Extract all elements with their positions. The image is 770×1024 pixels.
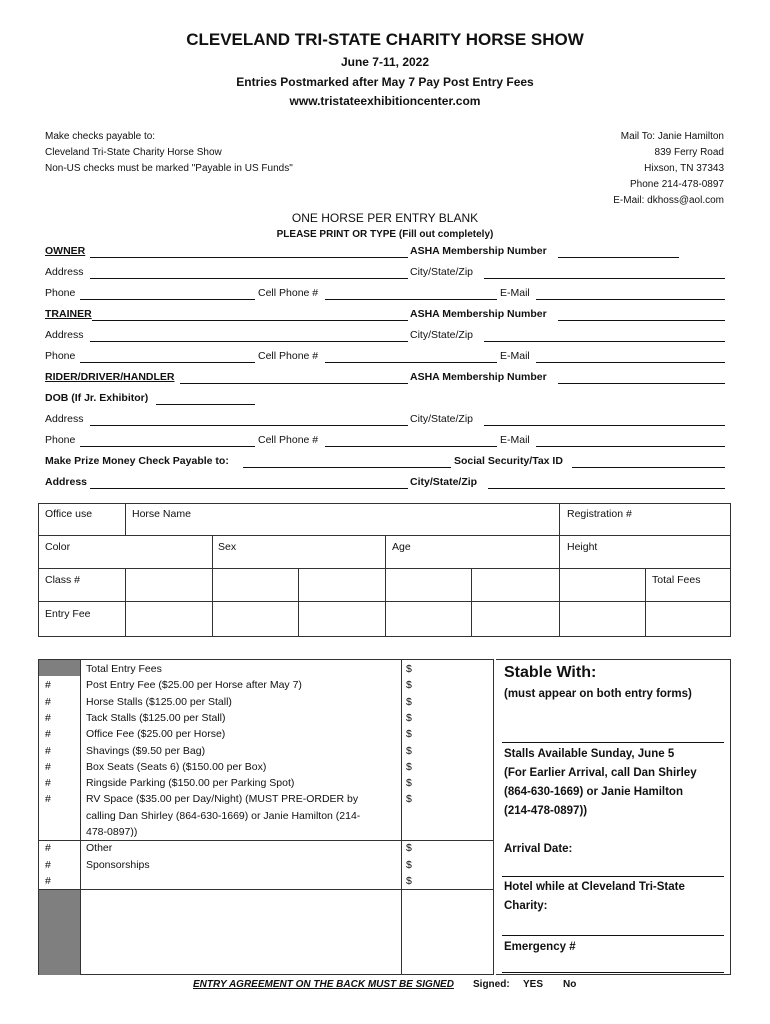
agreement-notice: ENTRY AGREEMENT ON THE BACK MUST BE SIGNED [193,979,454,990]
stable-with-field[interactable] [502,742,724,743]
color-label: Color [45,541,71,553]
fee-row-mark[interactable]: # [45,793,51,806]
rider-phone-label: Phone [45,434,76,446]
age-label: Age [392,541,411,553]
fee-row-label: Other [86,842,113,855]
height-label: Height [567,541,598,553]
fee-row-mark[interactable]: # [45,777,51,790]
trainer-label: TRAINER [45,308,92,320]
fee-row-amount[interactable]: $ [406,744,412,757]
class-label: Class # [45,574,81,586]
arrival-field[interactable] [502,876,724,877]
payee-address-label: Address [45,476,88,488]
rider-address-field[interactable] [90,425,408,426]
hotel-field[interactable] [502,935,724,936]
prize-label: Make Prize Money Check Payable to: [45,455,229,467]
owner-address-field[interactable] [90,278,408,279]
ssn-field[interactable] [572,467,725,468]
owner-phone-label: Phone [45,287,76,299]
website-link[interactable]: www.tristateexhibitioncenter.com [289,94,481,108]
payable-line-3: Non-US checks must be marked "Payable in US Funds" [45,163,293,174]
owner-cell-label: Cell Phone # [258,287,319,299]
fee-row-mark[interactable]: # [45,858,51,871]
fee-row-amount[interactable]: $ [406,777,412,790]
owner-address-label: Address [45,266,84,278]
dob-label: DOB (If Jr. Exhibitor) [45,392,149,404]
owner-cell-field[interactable] [325,299,497,300]
stalls-line-3: (864-630-1669) or Janie Hamilton [504,786,683,798]
fee-row-label: Office Fee ($25.00 per Horse) [86,728,226,741]
owner-label: OWNER [45,245,86,257]
fee-row-label: Tack Stalls ($125.00 per Stall) [86,711,226,724]
arrival-label: Arrival Date: [504,843,573,855]
mailto-phone: Phone 214-478-0897 [630,179,724,190]
hotel-line-1: Hotel while at Cleveland Tri-State [504,881,685,893]
rider-asha-field[interactable] [558,383,725,384]
fee-row-label: 478-0897)) [86,826,138,838]
signed-no-option[interactable]: No [563,979,577,990]
postmark-notice: Entries Postmarked after May 7 Pay Post Entry Fees [236,75,534,89]
horse-grid [38,503,731,637]
rider-city-field[interactable] [484,425,725,426]
rider-email-field[interactable] [536,446,725,447]
fee-row-label: RV Space ($35.00 per Day/Night) (MUST PRE-ORDER by [86,793,359,806]
signed-yes-option[interactable]: YES [523,979,544,990]
rider-cell-field[interactable] [325,446,497,447]
total-fees-label: Total Fees [652,574,701,586]
rider-address-label: Address [45,413,84,425]
emergency-field[interactable] [502,972,724,973]
sex-label: Sex [218,541,237,553]
payee-address-field[interactable] [90,488,408,489]
mailto-line-1: Mail To: Janie Hamilton [620,131,724,142]
trainer-email-field[interactable] [536,362,725,363]
fee-row-label: Sponsorships [86,858,150,871]
rider-field[interactable] [180,383,408,384]
payee-city-label: City/State/Zip [410,476,478,488]
fee-row-label: Post Entry Fee ($25.00 per Horse after May 7) [86,679,302,692]
mailto-line-3: Hixson, TN 37343 [644,163,724,174]
fee-row-amount[interactable]: $ [406,842,412,855]
fee-row-amount[interactable]: $ [406,728,412,741]
fee-row-mark[interactable]: # [45,842,51,855]
fee-row-amount[interactable]: $ [406,695,412,708]
fee-row-label: Shavings ($9.50 per Bag) [86,744,206,757]
fee-row-amount[interactable]: $ [406,760,412,773]
rider-email-label: E-Mail [500,434,530,446]
rider-city-label: City/State/Zip [410,413,474,425]
fee-row-amount[interactable]: $ [406,793,412,806]
trainer-cell-field[interactable] [325,362,497,363]
trainer-asha-field[interactable] [558,320,725,321]
office-use-label: Office use [45,508,93,520]
stable-title: Stable With: [504,664,597,681]
trainer-field[interactable] [92,320,408,321]
registration-label: Registration # [567,508,632,520]
hotel-line-2: Charity: [504,900,548,912]
owner-asha-field[interactable] [558,257,679,258]
horse-name-label: Horse Name [132,508,191,520]
trainer-city-label: City/State/Zip [410,329,474,341]
entry-fee-label: Entry Fee [45,608,91,620]
fee-row-label: Horse Stalls ($125.00 per Stall) [86,695,232,708]
fee-row-mark[interactable]: # [45,874,51,887]
fee-row-mark[interactable]: # [45,711,51,724]
fee-row-mark[interactable]: # [45,744,51,757]
stalls-line-1: Stalls Available Sunday, June 5 [504,748,675,760]
rider-phone-field[interactable] [80,446,255,447]
owner-city-field[interactable] [484,278,725,279]
fee-row-label: Total Entry Fees [86,663,162,675]
mailto-line-2: 839 Ferry Road [654,147,724,158]
stable-note: (must appear on both entry forms) [504,688,692,700]
trainer-address-label: Address [45,329,84,341]
trainer-email-label: E-Mail [500,350,530,362]
signed-label: Signed: [473,979,510,990]
emergency-label: Emergency # [504,941,576,953]
owner-email-label: E-Mail [500,287,530,299]
trainer-city-field[interactable] [484,341,725,342]
rider-label: RIDER/DRIVER/HANDLER [45,371,175,383]
fee-row-label: Box Seats (Seats 6) ($150.00 per Box) [86,760,267,773]
trainer-asha-label: ASHA Membership Number [410,308,547,320]
rider-asha-label: ASHA Membership Number [410,371,547,383]
mailto-email[interactable]: E-Mail: dkhoss@aol.com [613,195,724,206]
owner-city-label: City/State/Zip [410,266,474,278]
trainer-phone-label: Phone [45,350,76,362]
owner-field[interactable] [90,257,408,258]
prize-field[interactable] [243,467,451,468]
owner-email-field[interactable] [536,299,725,300]
ssn-label: Social Security/Tax ID [454,455,563,467]
owner-asha-label: ASHA Membership Number [410,245,547,257]
payable-line-2: Cleveland Tri-State Charity Horse Show [45,147,222,158]
payee-city-field[interactable] [488,488,725,489]
fee-row-label: Ringside Parking ($150.00 per Parking Spot) [86,777,295,790]
entry-instruction: PLEASE PRINT OR TYPE (Fill out completely) [276,229,494,240]
stalls-line-2: (For Earlier Arrival, call Dan Shirley [504,767,697,779]
stable-box [496,659,731,975]
payable-line-1: Make checks payable to: [45,131,156,142]
owner-phone-field[interactable] [80,299,255,300]
fee-row-amount[interactable]: $ [406,663,412,675]
fee-row-amount[interactable]: $ [406,858,412,871]
fee-row-mark[interactable]: # [45,695,51,708]
stalls-line-4: (214-478-0897)) [504,805,588,817]
trainer-cell-label: Cell Phone # [258,350,319,362]
show-dates: June 7-11, 2022 [340,55,430,69]
fee-row-mark[interactable]: # [45,760,51,773]
fee-row-amount[interactable]: $ [406,711,412,724]
rider-cell-label: Cell Phone # [258,434,319,446]
fee-row-amount[interactable]: $ [406,679,412,692]
trainer-phone-field[interactable] [80,362,255,363]
form-title: CLEVELAND TRI-STATE CHARITY HORSE SHOW [186,30,584,49]
entry-heading: ONE HORSE PER ENTRY BLANK [291,211,479,225]
fee-row-label: calling Dan Shirley (864-630-1669) or Janie Hamilton (214- [86,809,361,822]
fee-row-amount[interactable]: $ [406,874,412,887]
trainer-address-field[interactable] [90,341,408,342]
dob-field[interactable] [156,404,255,405]
fee-row-mark[interactable]: # [45,728,51,741]
fee-row-mark[interactable]: # [45,679,51,692]
fees-table [38,659,494,975]
